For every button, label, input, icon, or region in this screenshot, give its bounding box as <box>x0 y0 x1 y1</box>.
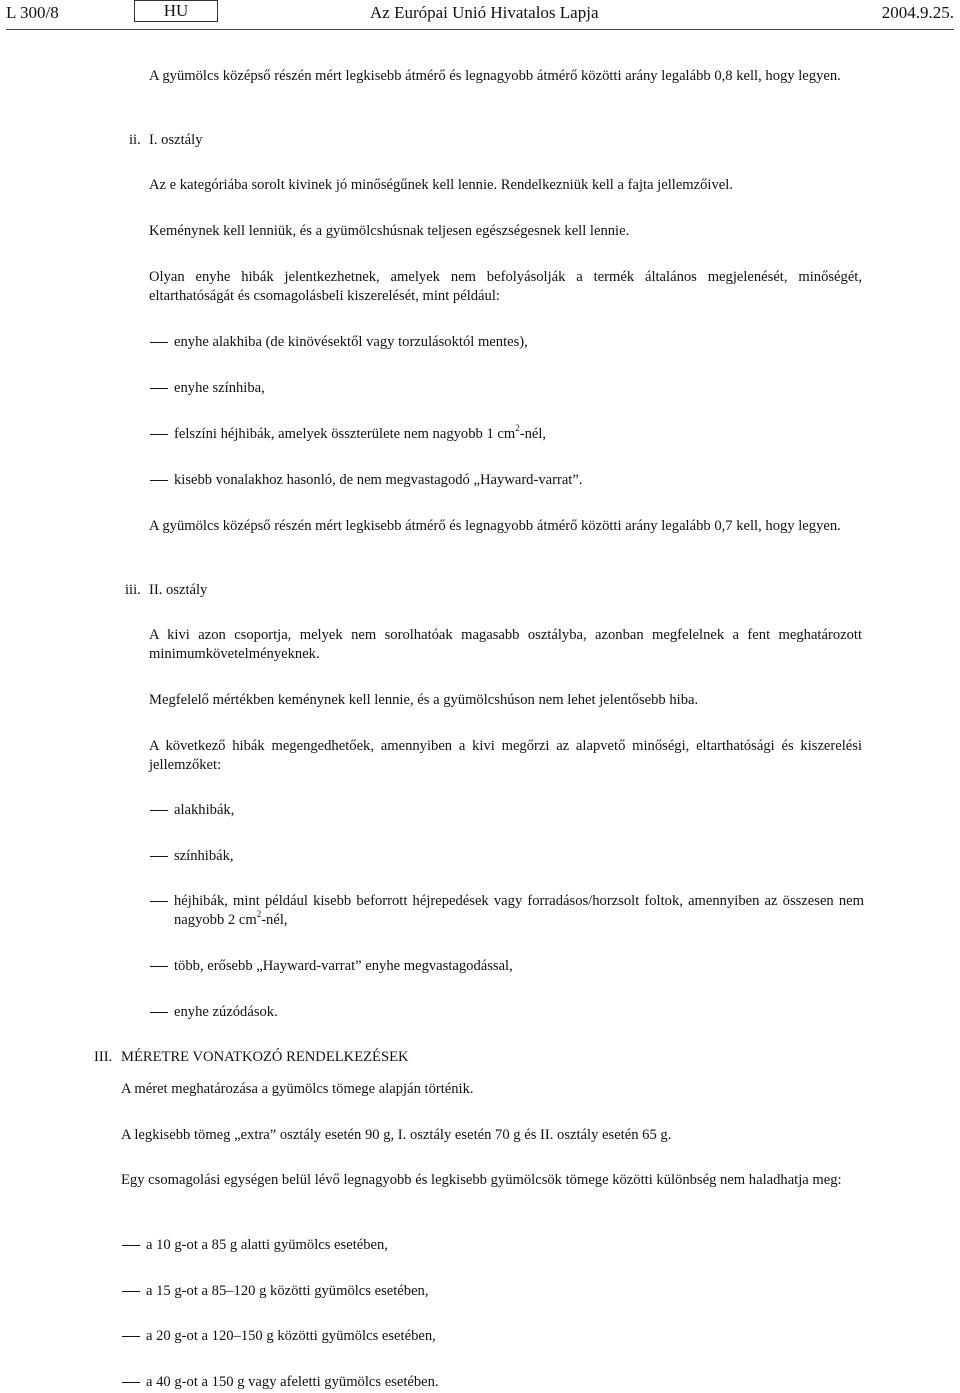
language-badge: HU <box>134 0 218 22</box>
publication-date: 2004.9.25. <box>881 3 954 22</box>
dash-marker <box>150 901 168 902</box>
class-1-ratio-paragraph: A gyümölcs középső részén mért legkisebb átmérő és legnagyobb átmérő közötti arány legalább 0,7 kell, hogy legyen. <box>149 518 841 534</box>
header-rule <box>6 29 954 30</box>
dash-marker <box>150 388 168 389</box>
class-2-paragraph-3: A következő hibák megengedhetőek, amennyiben a kivi megőrzi az alapvető minőségi, eltarthatósági és kiszerelési jellemzőket: <box>149 738 862 773</box>
dash-marker <box>122 1382 140 1383</box>
size-paragraph-2: A legkisebb tömeg „extra” osztály esetén 90 g, I. osztály esetén 70 g és II. osztály esetén 65 g. <box>121 1127 672 1143</box>
dash-marker <box>150 342 168 343</box>
dash-marker <box>122 1291 140 1292</box>
class-1-paragraph-2: Keménynek kell lenniük, és a gyümölcshúsnak teljesen egészségesnek kell lennie. <box>149 223 630 239</box>
class-1-paragraph-1: Az e kategóriába sorolt kivinek jó minőségűnek kell lennie. Rendelkezniük kell a fajta jellemzőivel. <box>149 177 733 193</box>
size-paragraph-1: A méret meghatározása a gyümölcs tömege alapján történik. <box>121 1081 474 1097</box>
page-reference: L 300/8 <box>6 3 59 22</box>
dash-marker <box>150 856 168 857</box>
class-2-heading: II. osztály <box>149 582 208 598</box>
extra-class-ratio-paragraph: A gyümölcs középső részén mért legkisebb átmérő és legnagyobb átmérő közötti arány legalább 0,8 kell, hogy legyen. <box>149 68 841 84</box>
class-1-paragraph-3: Olyan enyhe hibák jelentkezhetnek, amelyek nem befolyásolják a termék általános megjelenését, minőségét, eltarthatóságát és csomagolásbeli kiszerelését, mint például: <box>149 269 862 304</box>
dash-marker <box>150 434 168 435</box>
size-section-number: III. <box>94 1049 113 1065</box>
dash-marker <box>150 1012 168 1013</box>
dash-marker <box>150 966 168 967</box>
dash-marker <box>122 1245 140 1246</box>
class-2-number: iii. <box>125 582 141 598</box>
size-paragraph-3: Egy csomagolási egységen belül lévő legnagyobb és legkisebb gyümölcsök tömege közötti különbség nem haladhatja meg: <box>121 1172 842 1188</box>
class-2-paragraph-1: A kivi azon csoportja, melyek nem sorolhatóak magasabb osztályba, azonban megfelelnek a fent meghatározott minimumkövetelményeknek. <box>149 627 862 662</box>
size-section-heading: MÉRETRE VONATKOZÓ RENDELKEZÉSEK <box>121 1049 409 1065</box>
dash-marker <box>122 1336 140 1337</box>
page-header <box>0 0 960 30</box>
class-2-paragraph-2: Megfelelő mértékben keménynek kell lennie, és a gyümölcshúson nem lehet jelentősebb hiba. <box>149 692 699 708</box>
dash-marker <box>150 810 168 811</box>
journal-title: Az Európai Unió Hivatalos Lapja <box>370 3 599 22</box>
dash-marker <box>150 480 168 481</box>
class-1-number: ii. <box>129 132 141 148</box>
class-1-heading: I. osztály <box>149 132 203 148</box>
